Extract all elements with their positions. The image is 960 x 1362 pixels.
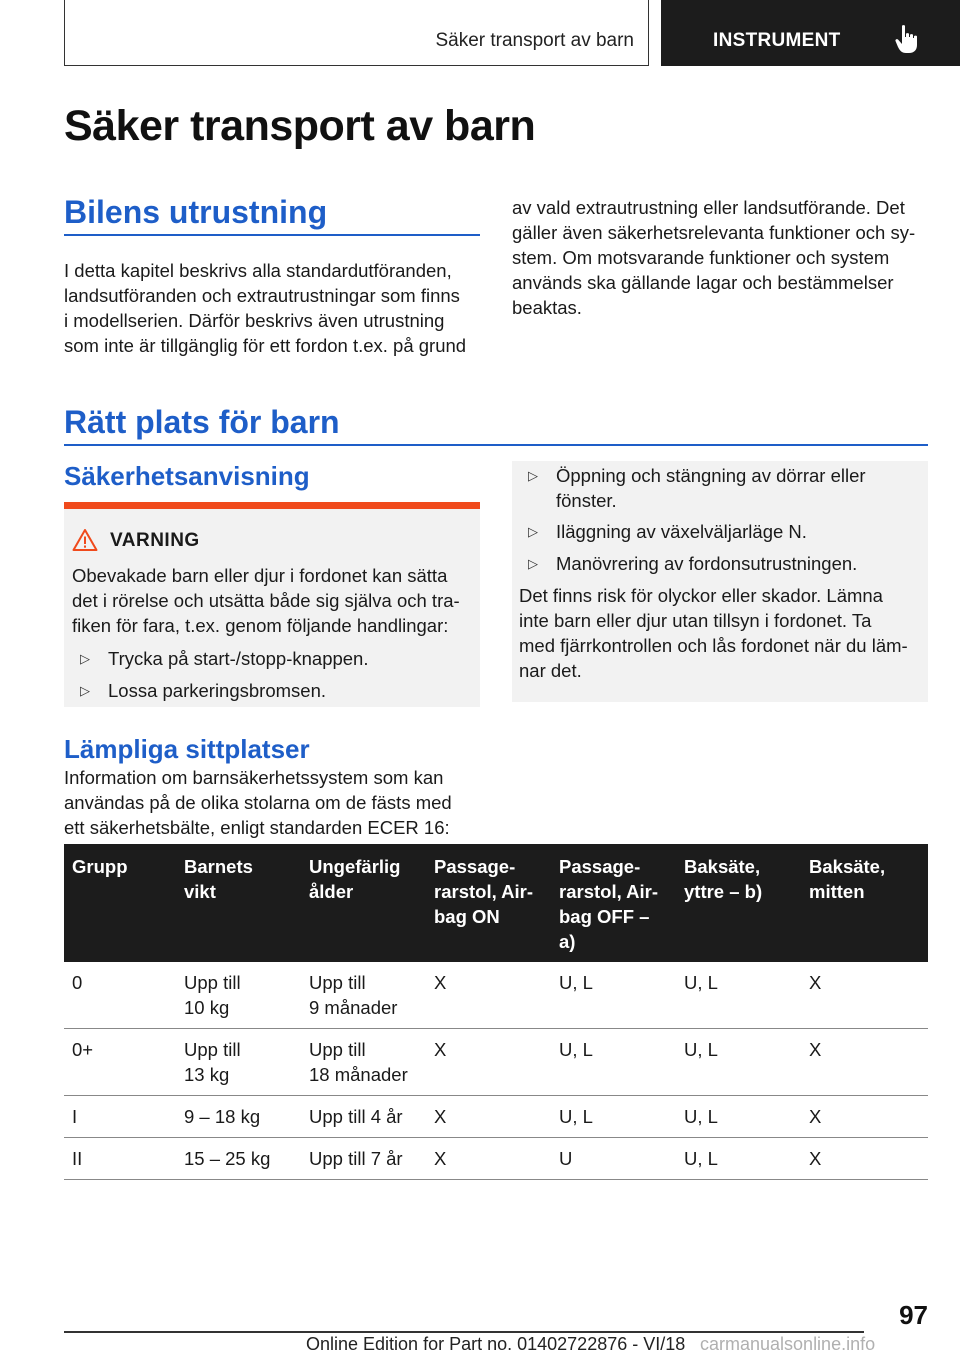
table-cell: U, L: [676, 1096, 801, 1138]
table-cell: I: [64, 1096, 176, 1138]
page-number: 97: [899, 1300, 928, 1330]
table-cell: Upp till 4 år: [301, 1096, 426, 1138]
equipment-text-left: I detta kapitel beskrivs alla standardutföranden, landsutföranden och extrautrustningar som finns i modellserien. Därför beskrivs även utrustning som inte är tillgänglig för ett fordon t.ex. på grund: [64, 260, 467, 356]
footer-watermark[interactable]: carmanualsonline.info: [700, 1334, 876, 1354]
bullet-triangle-icon: ▷: [80, 651, 90, 666]
equipment-heading: Bilens utrustning: [64, 194, 328, 230]
table-cell: U, L: [676, 1029, 801, 1096]
table-row: [64, 1096, 928, 1138]
seat-table: [64, 844, 928, 1180]
header-section-box: [64, 0, 649, 66]
table-cell: 0: [64, 962, 176, 1029]
table-cell: U, L: [676, 1138, 801, 1180]
table-cell: Upp till 13 kg: [176, 1029, 301, 1096]
bullet-triangle-icon: ▷: [528, 468, 538, 483]
table-header-cell: Passage- rarstol, Air- bag OFF – a): [551, 844, 676, 962]
right-place-heading: Rätt plats för barn: [64, 404, 340, 440]
table-cell: 15 – 25 kg: [176, 1138, 301, 1180]
table-cell: X: [801, 962, 928, 1029]
table-header-cell: Barnets vikt: [176, 844, 301, 962]
table-header-cell: Grupp: [64, 844, 176, 962]
right-place-rule: [64, 444, 928, 446]
table-row: [64, 1029, 928, 1096]
table-cell: U, L: [676, 962, 801, 1029]
table-cell: Upp till 18 månader: [301, 1029, 426, 1096]
table-header-cell: Passage- rarstol, Air- bag ON: [426, 844, 551, 962]
table-row: [64, 1138, 928, 1180]
footer-rule: [64, 1331, 864, 1333]
table-cell: U, L: [551, 1096, 676, 1138]
table-row: [64, 962, 928, 1029]
safety-heading: Säkerhetsanvisning: [64, 461, 310, 491]
header-section-title: Säker transport av barn: [435, 30, 634, 51]
bullet-triangle-icon: ▷: [528, 556, 538, 571]
table-cell: II: [64, 1138, 176, 1180]
warning-closing-text: Det finns risk för olyckor eller skador. Lämna inte barn eller djur utan tillsyn i fordonet. Ta med fjärrkontrollen och lås fordonet när du läm- nar det.: [519, 585, 908, 681]
table-header-cell: Baksäte, mitten: [801, 844, 928, 962]
bullet-triangle-icon: ▷: [80, 683, 90, 698]
pointing-hand-icon: [895, 24, 921, 54]
table-cell: X: [426, 1096, 551, 1138]
table-cell: X: [801, 1138, 928, 1180]
table-cell: Upp till 10 kg: [176, 962, 301, 1029]
table-cell: Upp till 9 månader: [301, 962, 426, 1029]
bullet-triangle-icon: ▷: [528, 524, 538, 539]
table-header-cell: Ungefärlig ålder: [301, 844, 426, 962]
table-cell: 9 – 18 kg: [176, 1096, 301, 1138]
page-title: Säker transport av barn: [64, 102, 536, 150]
table-cell: Upp till 7 år: [301, 1138, 426, 1180]
equipment-rule: [64, 234, 480, 236]
table-header-cell: Baksäte, yttre – b): [676, 844, 801, 962]
warning-triangle-icon: [72, 528, 98, 552]
table-cell: X: [801, 1096, 928, 1138]
seats-text: Information om barnsäkerhetssystem som kan användas på de olika stolarna om de fästs med ett säkerhetsbälte, enligt standarden ECER 16:: [64, 767, 452, 838]
table-cell: X: [426, 962, 551, 1029]
table-cell: U, L: [551, 962, 676, 1029]
table-cell: 0+: [64, 1029, 176, 1096]
warning-title: VARNING: [110, 530, 200, 551]
equipment-text-right: av vald extrautrustning eller landsutförande. Det gäller även säkerhetsrelevanta funktioner och sy- stem. Om motsvarande funktioner och system används ska gällande lagar och bestämmelser beaktas.: [512, 197, 916, 318]
table-cell: X: [426, 1029, 551, 1096]
warning-text: Obevakade barn eller djur i fordonet kan sätta det i rörelse och utsätta både sig själva och tra- fiken för fara, t.ex. genom följande handlingar:: [72, 565, 460, 636]
table-header-row: [64, 844, 928, 962]
header-chapter-tab[interactable]: [661, 0, 960, 66]
warning-bar: [64, 502, 480, 509]
table-cell: U: [551, 1138, 676, 1180]
footer-edition: Online Edition for Part no. 01402722876 - VI/18: [306, 1334, 686, 1354]
table-cell: X: [426, 1138, 551, 1180]
seats-heading: Lämpliga sittplatser: [64, 734, 310, 764]
header-chapter-label: INSTRUMENT: [713, 30, 841, 51]
table-cell: X: [801, 1029, 928, 1096]
table-cell: U, L: [551, 1029, 676, 1096]
